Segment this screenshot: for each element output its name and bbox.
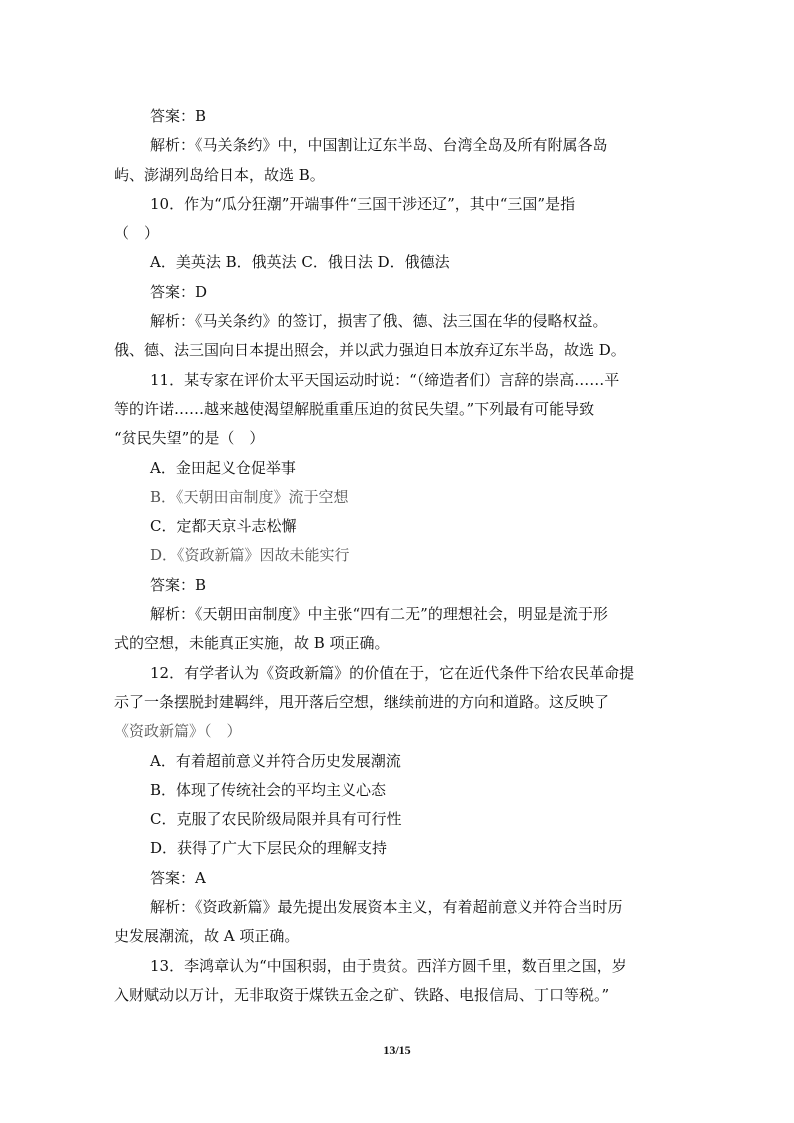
text-line: 等的许诺……越来越使渴望解脱重重压迫的贫民失望。”下列最有可能导致 <box>114 399 595 418</box>
text-line: C．克服了农民阶级局限并具有可行性 <box>150 810 402 829</box>
text-line: 答案：D <box>150 282 208 301</box>
text-line: 10．作为“瓜分狂潮”开端事件“三国干涉还辽”，其中“三国”是指 <box>150 194 576 213</box>
text-line: 答案：B <box>150 107 207 125</box>
text-line: A．金田起义仓促举事 <box>150 458 296 477</box>
text-line: A．美英法 B．俄英法 C．俄日法 D．俄德法 <box>150 253 450 272</box>
text-line: 解析：《马关条约》中，中国割让辽东半岛、台湾全岛及所有附属各岛 <box>150 136 608 155</box>
text-line: 史发展潮流，故 A 项正确。 <box>114 927 300 946</box>
text-line: 11．某专家在评价太平天国运动时说：“（缔造者们）言辞的崇高……平 <box>150 370 620 389</box>
text-line: B．《天朝田亩制度》流于空想 <box>150 487 349 506</box>
text-line: 解析：《马关条约》的签订，损害了俄、德、法三国在华的侵略权益。 <box>150 312 608 331</box>
document-body <box>114 102 680 1010</box>
text-line: “贫民失望”的是（ ） <box>114 429 265 448</box>
text-line: （ ） <box>114 224 160 243</box>
text-line: 答案：A <box>150 868 206 887</box>
text-line: D．获得了广大下层民众的理解支持 <box>150 839 388 858</box>
text-line: 解析：《资政新篇》最先提出发展资本主义，有着超前意义并符合当时历 <box>150 898 623 917</box>
text-line: 俄、德、法三国向日本提出照会，并以武力强迫日本放弃辽东半岛，故选 D。 <box>114 341 626 360</box>
text-line: 12．有学者认为《资政新篇》的价值在于，它在近代条件下给农民革命提 <box>150 663 635 682</box>
text-line: 13．李鸿章认为“中国积弱，由于贵贫。西洋方圆千里，数百里之国，岁 <box>150 956 627 975</box>
text-line: 答案：B <box>150 575 207 594</box>
text-line: 屿、澎湖列岛给日本，故选 B。 <box>114 165 325 184</box>
text-line: A．有着超前意义并符合历史发展潮流 <box>150 751 401 770</box>
text-line: B．体现了传统社会的平均主义心态 <box>150 780 387 799</box>
text-line: 入财赋动以万计，无非取资于煤铁五金之矿、铁路、电报信局、丁口等税。” <box>114 985 610 1004</box>
text-line: 示了一条摆脱封建羁绊，甩开落后空想，继续前进的方向和道路。这反映了 <box>114 692 610 711</box>
text-line: D．《资政新篇》因故未能实行 <box>150 546 350 565</box>
text-line: 式的空想，未能真正实施，故 B 项正确。 <box>114 634 390 653</box>
text-line: 《资政新篇》（ ） <box>114 722 242 741</box>
text-line: C．定都天京斗志松懈 <box>150 517 297 536</box>
page-number: 13/15 <box>383 1043 411 1057</box>
text-line: 解析：《天朝田亩制度》中主张“四有二无”的理想社会，明显是流于形 <box>150 605 608 624</box>
